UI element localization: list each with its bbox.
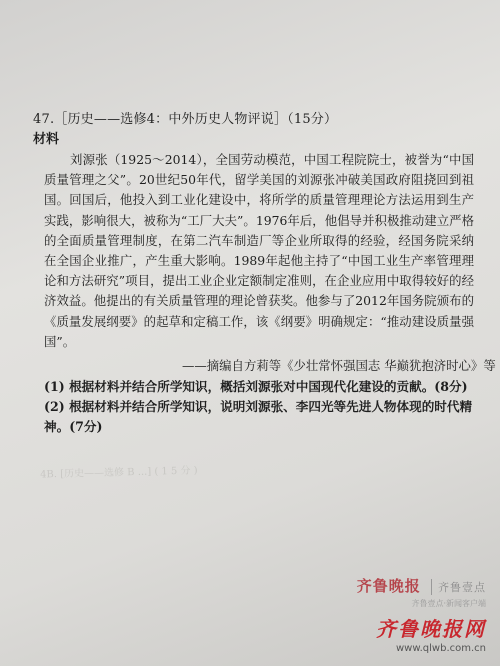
watermark-top [357, 575, 486, 596]
newspaper-watermark [357, 575, 486, 654]
question-title: 47.［历史——选修4：中外历史人物评说］（15分） [33, 112, 338, 127]
material-label: 材料 [33, 132, 60, 147]
watermark-subtitle: 齐鲁壹点·新闻客户端 [411, 599, 486, 608]
bleed-through-text: 4B. [历史——选修 B ...] ( 1 5 分 ) [39, 465, 198, 481]
material-paragraph: 刘源张（1925～2014），全国劳动模范，中国工程院院士，被誉为“中国质量管理之父”。20世纪50年代，留学美国的刘源张冲破美国政府阻挠回到祖国。回国后，他投入到工业化建设中，将所学的质量管理理论方法运用到生产实践，影响很大，被称为“工厂大夫”。1976年后，他倡导并积极推动建立严格的全面质量管理制度，在第二汽车制造厂等企业所取得的经验，经国务院采纳在全国企业推广，产生重大影响。1989年起他主持了“中国工业生产率管理理论和方法研究”项目，提出工业企业定额制定准则，在企业应用中取得较好的经济效益。他提出的有关质量管理的理论曾获奖。他参与了2012年国务院颁布的《质量发展纲要》的起草和定稿工作，该《纲要》明确规定：“推动建设质量强国”。 [44, 152, 474, 349]
watermark-brand: 齐鲁晚报网 [376, 617, 486, 641]
sub-question-2: (2) 根据材料并结合所学知识，说明刘源张、李四光等先进人物体现的时代精神。(7分) [44, 399, 473, 434]
watermark-url: www.qlwb.com.cn [396, 643, 486, 654]
watermark-logo-text: 齐鲁晚报 [356, 577, 421, 595]
watermark-seal: 齐鲁壹点 [431, 579, 486, 595]
source-citation: ——摘编自方莉等《少壮常怀强国志 华巅犹抱济时心》等 [182, 358, 496, 373]
sub-question-1: (1) 根据材料并结合所学知识，概括刘源张对中国现代化建设的贡献。(8分) [44, 379, 468, 394]
